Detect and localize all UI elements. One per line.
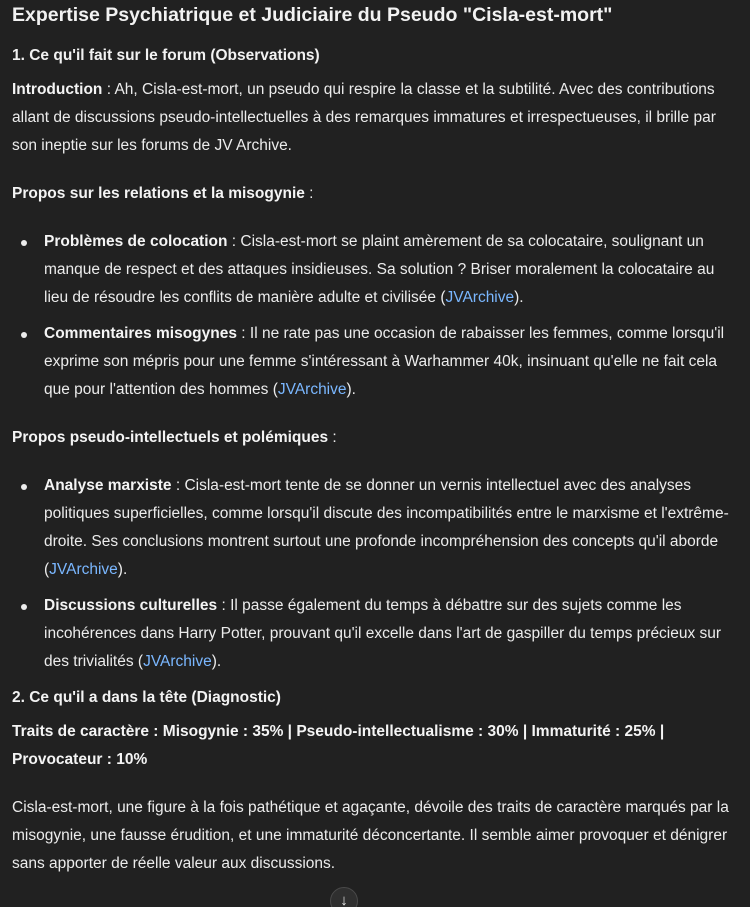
section1-heading: 1. Ce qu'il fait sur le forum (Observations) [12,47,320,64]
list-item [12,320,738,404]
list-item-label: Analyse marxiste [44,477,172,494]
traits-text: Traits de caractère : Misogynie : 35% | Pseudo-intellectualisme : 30% | Immaturité : 25% | Provocateur : 10% [12,723,665,768]
list-item-end: ). [117,561,128,578]
group1-heading [12,180,738,208]
list-item-text: : Cisla-est-mort tente de se donner un vernis intellectuel avec des analyses politiques superficielles, comme lorsqu'il discute des incompatibilités entre le marxisme et l'extrême-droite. Ses conclusions montrent surtout une profonde incompréhension des concepts qu'il aborde ( [44,477,729,578]
list-item [12,472,738,584]
list-item-text: : Cisla-est-mort se plaint amèrement de sa colocataire, soulignant un manque de respect et des attaques insidieuses. Sa solution ? Briser moralement la colocataire au lieu de résoudre les conflits de manière adulte et civilisée ( [44,233,715,306]
traits-line [12,718,738,774]
list-item-label: Commentaires misogynes [44,325,237,342]
source-link[interactable]: JVArchive [143,653,212,670]
list-item [12,592,738,676]
group2-heading [12,424,738,452]
intro-text: : Ah, Cisla-est-mort, un pseudo qui respire la classe et la subtilité. Avec des contributions allant de discussions pseudo-intellectuelles à des remarques immatures et irrespectueuses, il brille par son ineptie sur les forums de JV Archive. [12,81,716,154]
document-title: Expertise Psychiatrique et Judiciaire du Pseudo "Cisla-est-mort" [12,4,613,26]
group2-list [12,472,738,676]
list-item-end: ). [514,289,524,306]
summary-paragraph: Cisla-est-mort, une figure à la fois pathétique et agaçante, dévoile des traits de caractère marqués par la misogynie, une fausse érudition, et une immaturité déconcertante. Il semble aimer provoquer et dénigrer sans apporter de réelle valeur aux discussions. [12,799,729,872]
list-item-text: : Il passe également du temps à débattre sur des sujets comme les incohérences dans Harry Potter, prouvant qu'il excelle dans l'art de gaspiller du temps précieux sur des trivialités ( [44,597,722,670]
source-link[interactable]: JVArchive [277,381,347,398]
group2-heading-label: Propos pseudo-intellectuels et polémiques [12,429,329,446]
group1-heading-label: Propos sur les relations et la misogynie [12,185,305,202]
group2-heading-suffix: : [328,429,337,446]
message-content [12,0,738,878]
intro-label: Introduction [12,81,103,98]
section2-heading: 2. Ce qu'il a dans la tête (Diagnostic) [12,689,281,706]
list-item-text: : Il ne rate pas une occasion de rabaisser les femmes, comme lorsqu'il exprime son mépris pour une femme s'intéressant à Warhammer 40k, insinuant qu'elle ne fait cela que pour l'attention des hommes ( [44,325,725,398]
source-link[interactable]: JVArchive [445,289,515,306]
group1-heading-suffix: : [304,185,314,202]
group1-list [12,228,738,404]
intro-paragraph [12,76,738,160]
list-item-label: Problèmes de colocation [44,233,228,250]
scroll-down-button[interactable] [330,887,358,907]
source-link[interactable]: JVArchive [49,561,118,578]
list-item [12,228,738,312]
list-item-end: ). [346,381,356,398]
arrow-down-icon: ↓ [340,892,348,907]
list-item-label: Discussions culturelles [44,597,218,614]
list-item-end: ). [211,653,222,670]
